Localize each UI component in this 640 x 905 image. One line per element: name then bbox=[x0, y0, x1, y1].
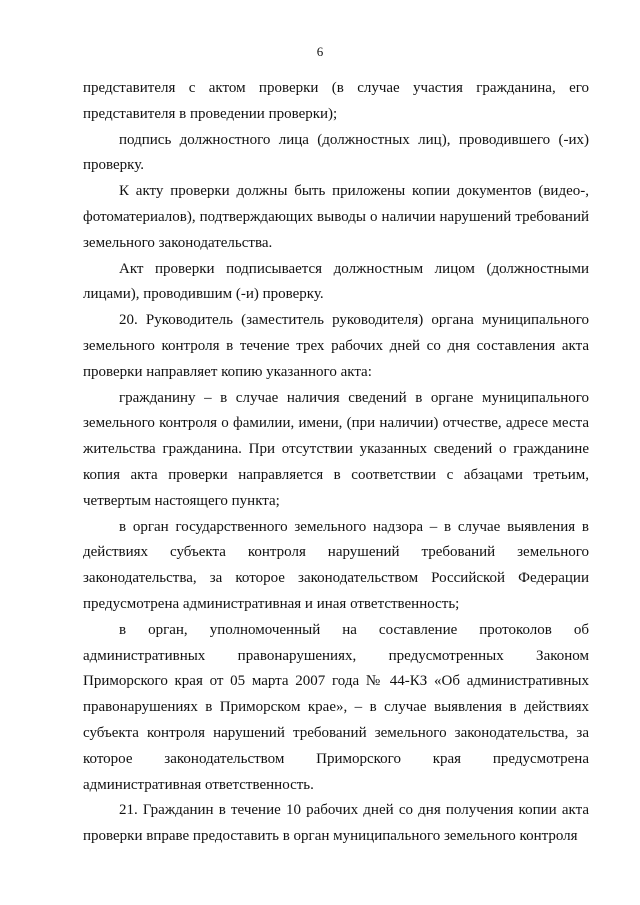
paragraph-inspector-representative: представителя с актом проверки (в случае участия гражданина, его представителя в проведении проверки); bbox=[83, 80, 589, 122]
paragraph-state-supervision: в орган государственного земельного надзора – в случае выявления в действиях субъекта контроля нарушений требований земельного законодательства, за которое законодательством Российской Федерации предусмотрена административная и иная ответственность; bbox=[83, 518, 589, 612]
paragraph-item-20: 20. Руководитель (заместитель руководителя) органа муниципального земельного контроля в течение трех рабочих дней со дня составления акта проверки направляет копию указанного акта: bbox=[83, 312, 589, 380]
paragraph-item-21: 21. Гражданин в течение 10 рабочих дней со дня получения копии акта проверки вправе предоставить в орган муниципального земельного контроля bbox=[83, 802, 589, 845]
paragraph-official-signature: подпись должностного лица (должностных лиц), проводившего (-их) проверку. bbox=[83, 131, 589, 174]
paragraph-protocol-authority: в орган, уполномоченный на составление протоколов об административных правонарушениях, предусмотренных Законом Приморского края от 05 марта 2007 года № 44-КЗ «Об административных правонарушениях в Приморском крае», – в случае выявления в действиях субъекта контроля нарушений требований земельного законодательства, за которое законодательством Приморского края предусмотрена административная ответственность. bbox=[83, 621, 589, 793]
page-number: 6 bbox=[316, 44, 324, 59]
document-body bbox=[83, 76, 589, 850]
paragraph-attached-documents: К акту проверки должны быть приложены копии документов (видео-, фотоматериалов), подтверждающих выводы о наличии нарушений требований земельного законодательства. bbox=[83, 183, 589, 251]
paragraph-citizen-copy: гражданину – в случае наличия сведений в органе муниципального земельного контроля о фамилии, имени, (при наличии) отчестве, адресе места жительства гражданина. При отсутствии указанных сведений о гражданине копия акта проверки направляется в соответствии с абзацами третьим, четвертым настоящего пункта; bbox=[83, 389, 589, 509]
paragraph-act-signing: Акт проверки подписывается должностным лицом (должностными лицами), проводившим (-и) проверку. bbox=[83, 260, 589, 303]
